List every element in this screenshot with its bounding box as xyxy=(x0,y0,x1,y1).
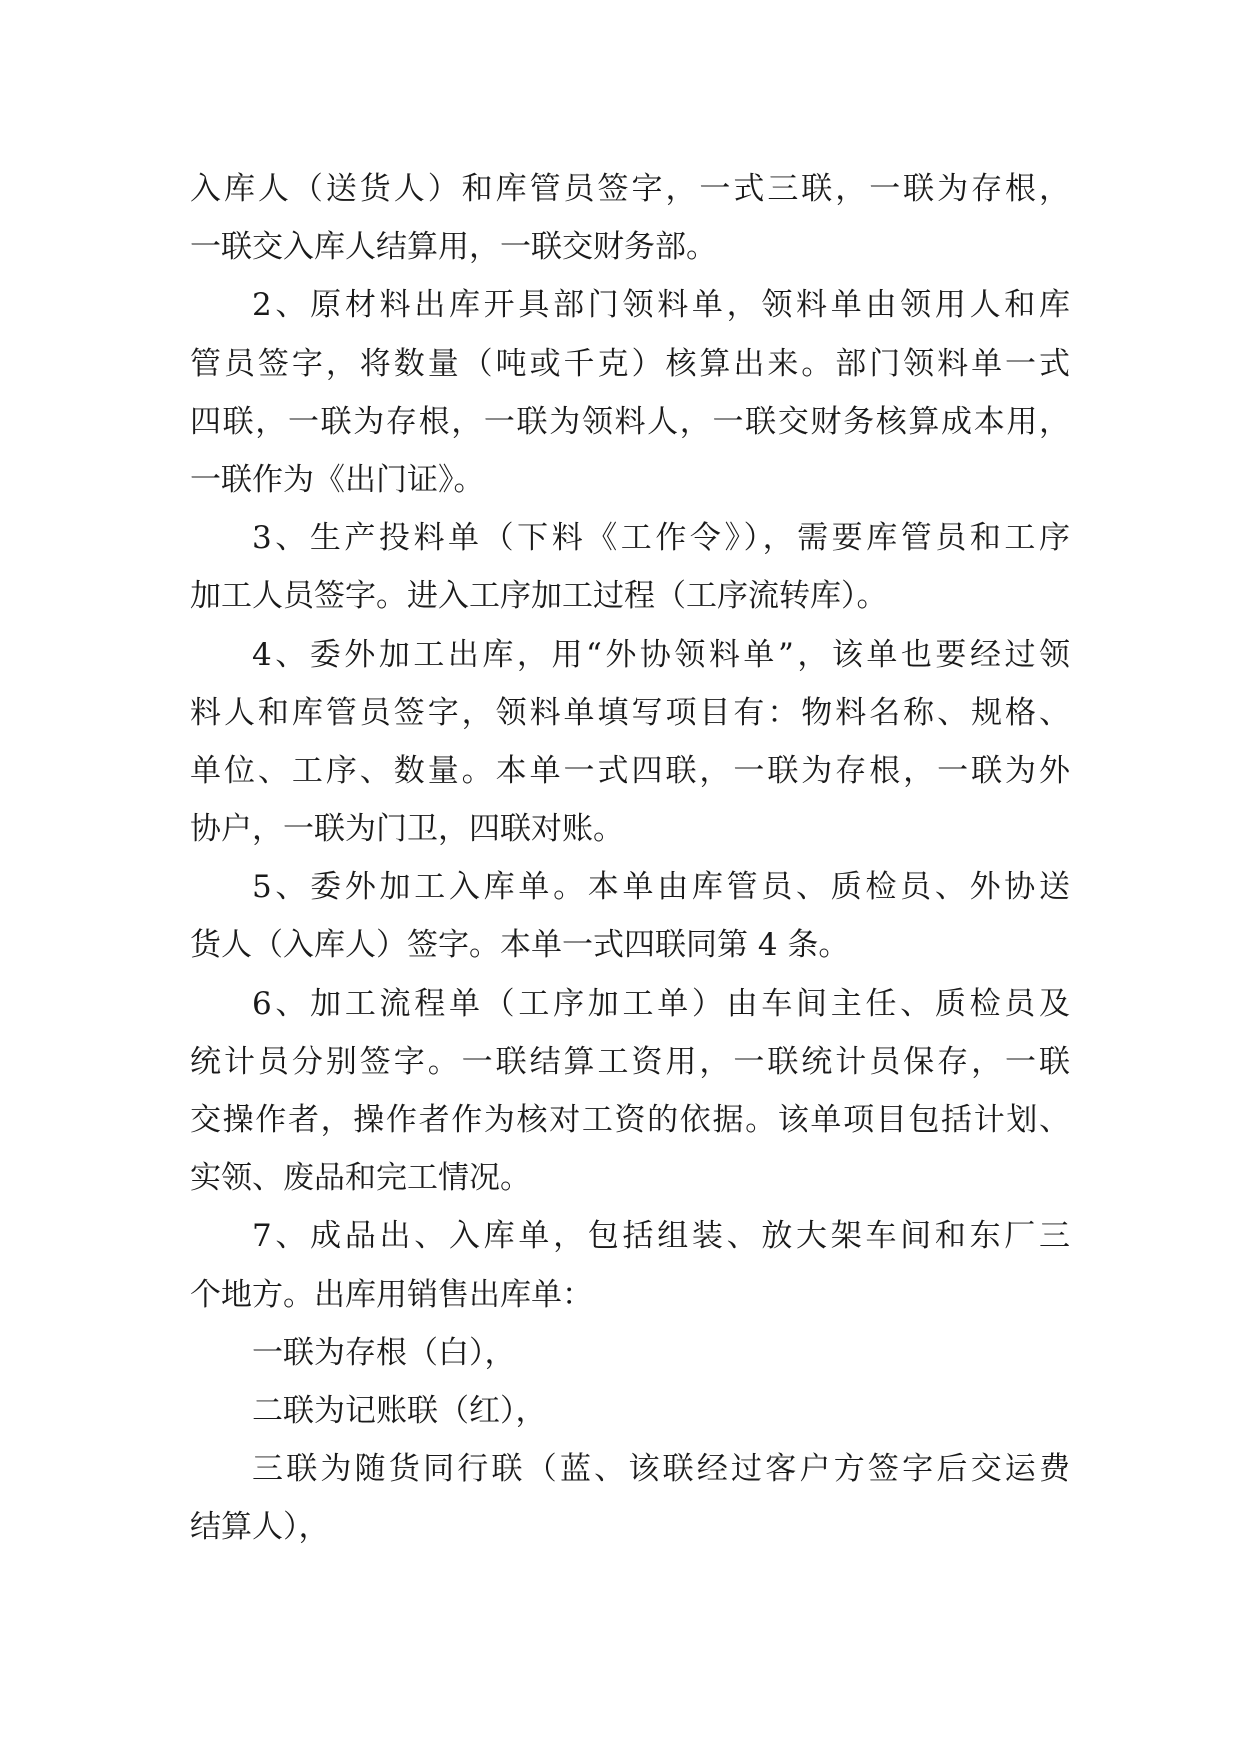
text-line: 3、生产投料单（下料《工作令》），需要库管员和工序 xyxy=(252,520,1070,557)
text-line: 料人和库管员签字，领料单填写项目有：物料名称、规格、 xyxy=(190,694,1070,731)
text-line: 一联作为《出门证》。 xyxy=(190,461,485,498)
text-line: 交操作者，操作者作为核对工资的依据。该单项目包括计划、 xyxy=(190,1102,1070,1138)
text-line: 一联为存根（白）， xyxy=(252,1334,516,1371)
text-line: 个地方。出库用销售出库单： xyxy=(190,1276,593,1313)
text-line: 协户，一联为门卫，四联对账。 xyxy=(190,811,624,848)
text-line: 4、委外加工出库，用“外协领料单”，该单也要经过领 xyxy=(252,636,1070,673)
text-line: 实领、废品和完工情况。 xyxy=(190,1160,531,1197)
text-line: 统计员分别签字。一联结算工资用，一联统计员保存，一联 xyxy=(190,1043,1070,1080)
text-line: 6、加工流程单（工序加工单）由车间主任、质检员及 xyxy=(252,985,1070,1022)
text-line: 一联交入库人结算用，一联交财务部。 xyxy=(190,229,717,266)
text-line: 5、委外加工入库单。本单由库管员、质检员、外协送 xyxy=(252,869,1070,906)
text-line: 四联，一联为存根，一联为领料人，一联交财务核算成本用， xyxy=(190,403,1070,440)
text-line: 二联为记账联（红）， xyxy=(252,1392,547,1429)
text-line: 入库人（送货人）和库管员签字，一式三联，一联为存根， xyxy=(190,171,1070,207)
text-line: 三联为随货同行联（蓝、该联经过客户方签字后交运费 xyxy=(252,1451,1070,1488)
text-line: 7、成品出、入库单，包括组装、放大架车间和东厂三 xyxy=(252,1218,1070,1255)
text-line: 货人（入库人）签字。本单一式四联同第 4 条。 xyxy=(190,927,850,964)
document-body xyxy=(190,160,1070,1557)
text-line: 2、原材料出库开具部门领料单，领料单由领用人和库 xyxy=(252,287,1070,324)
text-line: 单位、工序、数量。本单一式四联，一联为存根，一联为外 xyxy=(190,752,1070,789)
text-line: 结算人）， xyxy=(190,1509,330,1546)
text-line: 管员签字，将数量（吨或千克）核算出来。部门领料单一式 xyxy=(190,345,1070,382)
text-line: 加工人员签字。进入工序加工过程（工序流转库）。 xyxy=(190,578,888,615)
